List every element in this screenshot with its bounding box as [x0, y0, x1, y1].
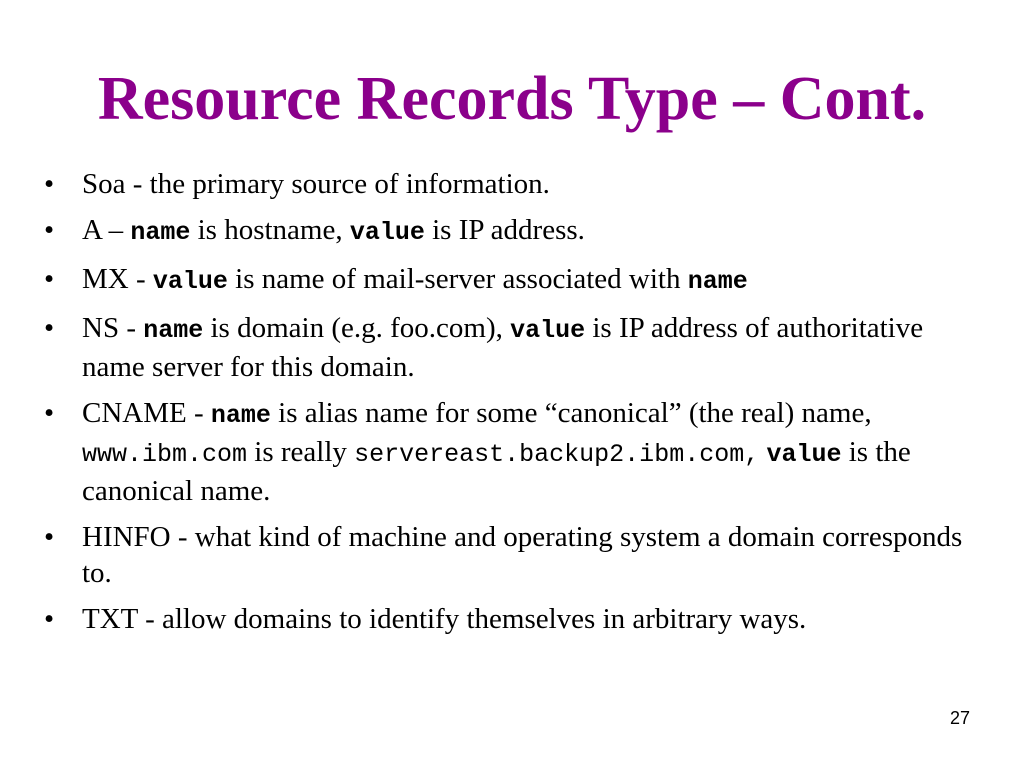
bullet-text: is hostname, — [190, 214, 350, 246]
code-term: servereast.backup2.ibm.com, — [354, 440, 760, 469]
bullet-text: Soa - the primary source of information. — [82, 168, 550, 200]
bullet-list — [44, 166, 974, 647]
bullet-text: NS - — [82, 312, 144, 344]
bullet-text: CNAME - — [82, 397, 211, 429]
bullet-item — [44, 601, 974, 637]
slide-title: Resource Records Type – Cont. — [97, 65, 927, 133]
bullet-text: HINFO - what kind of machine and operating system a domain corresponds to. — [82, 521, 963, 589]
bullet-dot: • — [44, 168, 55, 200]
code-term: value — [510, 316, 586, 345]
code-term: name — [143, 316, 204, 345]
code-term: www.ibm.com — [82, 440, 248, 469]
bullet-text: is IP address. — [424, 214, 585, 246]
code-term: value — [349, 218, 425, 247]
bullet-item — [44, 261, 974, 300]
code-term: name — [687, 267, 748, 296]
bullet-text: TXT - allow domains to identify themselves in arbitrary ways. — [82, 603, 807, 635]
bullet-text: is domain (e.g. foo.com), — [203, 312, 511, 344]
bullet-dot: • — [44, 521, 55, 553]
code-term: value — [152, 267, 228, 296]
bullet-item — [44, 212, 974, 251]
code-term: name — [130, 218, 191, 247]
bullet-dot: • — [44, 214, 55, 246]
bullet-item — [44, 310, 974, 385]
bullet-text: is name of mail-server associated with — [227, 263, 688, 295]
bullet-item — [44, 519, 974, 591]
bullet-text: A – — [82, 214, 131, 246]
code-term: value — [766, 440, 842, 469]
bullet-text: is alias name for some “canonical” (the real) name, — [270, 397, 872, 429]
bullet-text: is IP address of authoritative name server for this domain. — [82, 312, 924, 383]
bullet-text: MX - — [82, 263, 153, 295]
bullet-text: is really — [247, 436, 355, 468]
bullet-dot: • — [44, 397, 55, 429]
bullet-item — [44, 395, 974, 509]
bullet-item — [44, 166, 974, 202]
page-number: 27 — [949, 708, 970, 728]
code-term: name — [210, 401, 271, 430]
bullet-dot: • — [44, 312, 55, 344]
bullet-dot: • — [44, 263, 55, 295]
bullet-dot: • — [44, 603, 55, 635]
bullet-text: is the canonical name. — [82, 436, 911, 507]
